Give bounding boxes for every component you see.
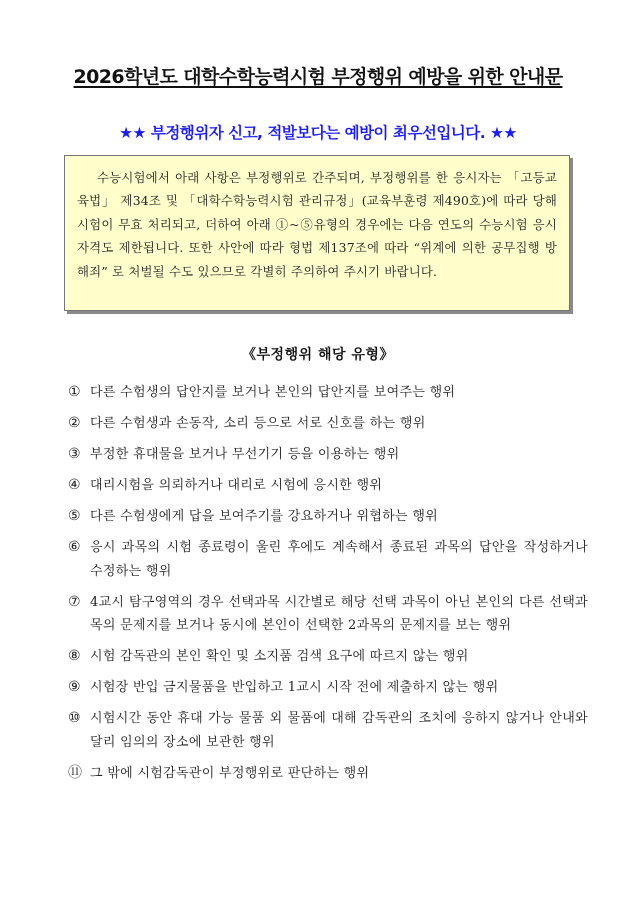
violation-marker: ⑩ [68, 710, 81, 726]
violation-text: 시험 감독관의 본인 확인 및 소지품 검색 요구에 따르지 않는 행위 [90, 649, 469, 664]
violation-text: 부정한 휴대물을 보거나 무선기기 등을 이용하는 행위 [90, 447, 400, 462]
violation-marker: ③ [68, 446, 81, 462]
violation-marker: ⑦ [68, 593, 81, 610]
violation-marker: ① [68, 384, 81, 400]
violation-item-7 [68, 591, 588, 638]
violation-item-2 [68, 412, 588, 436]
prevention-slogan: ★★ 부정행위자 신고, 적발보다는 예방이 최우선입니다. ★★ [119, 124, 517, 142]
notice-box [64, 155, 570, 311]
violation-text: 시험시간 동안 휴대 가능 물품 외 물품에 대해 감독관의 조치에 응하지 않거나 안내와 달리 임의의 장소에 보관한 행위 [90, 711, 588, 750]
violation-item-5 [68, 505, 588, 529]
violation-item-8 [68, 645, 588, 669]
violation-text: 4교시 탐구영역의 경우 선택과목 시간별로 해당 선택 과목이 아닌 본인의 다른 선택과목의 문제지를 보거나 동시에 본인이 선택한 2과목의 문제지를 보는 행위 [90, 594, 588, 633]
violation-marker: ⑤ [68, 508, 81, 524]
violation-text: 대리시험을 의뢰하거나 대리로 시험에 응시한 행위 [90, 478, 383, 493]
violation-item-10 [68, 707, 588, 754]
violation-item-3 [68, 443, 588, 467]
violation-marker: ⑪ [68, 764, 82, 781]
violation-marker: ⑥ [68, 539, 81, 555]
violation-text: 다른 수험생의 답안지를 보거나 본인의 답안지를 보여주는 행위 [90, 385, 456, 400]
violation-marker: ⑧ [68, 648, 81, 664]
violation-marker: ④ [68, 477, 81, 493]
document-title-text: 2026학년도 대학수학능력시험 부정행위 예방을 위한 안내문 [73, 66, 563, 88]
violation-list [68, 381, 588, 793]
violation-text: 다른 수험생에게 답을 보여주기를 강요하거나 위협하는 행위 [90, 509, 439, 524]
violation-text: 시험장 반입 금지물품을 반입하고 1교시 시작 전에 제출하지 않는 행위 [90, 680, 499, 695]
notice-paragraph: 수능시험에서 아래 사항은 부정행위로 간주되며, 부정행위를 한 응시자는 「고등교육법」 제34조 및 「대학수학능력시험 관리규정」(교육부훈령 제490호)에 따라 당해시험이 무효 처리되고, 더하여 아래 ①~⑤유형의 경우에는 다음 연도의 수능시험 응시 자격도 제한됩니다. 또한 사안에 따라 형법 제137조에 따라 “위계에 의한 공무집행 방해죄” 로 처벌될 수도 있으므로 각별히 주의하여 주시기 바랍니다. [77, 170, 557, 279]
violation-text: 다른 수험생과 손동작, 소리 등으로 서로 신호를 하는 행위 [90, 416, 426, 431]
violation-types-heading: 《부정행위 해당 유형》 [242, 347, 394, 363]
violation-item-4 [68, 474, 588, 498]
violation-item-1 [68, 381, 588, 405]
violation-text: 그 밖에 시험감독관이 부정행위로 판단하는 행위 [90, 765, 370, 781]
violation-marker: ⑨ [68, 679, 81, 695]
violation-item-11 [68, 762, 588, 786]
violation-item-6 [68, 536, 588, 583]
violation-marker: ② [68, 415, 81, 431]
violation-text: 응시 과목의 시험 종료령이 울린 후에도 계속해서 종료된 과목의 답안을 작성하거나 수정하는 행위 [90, 540, 588, 579]
document-title [0, 62, 636, 89]
violation-item-9 [68, 676, 588, 700]
